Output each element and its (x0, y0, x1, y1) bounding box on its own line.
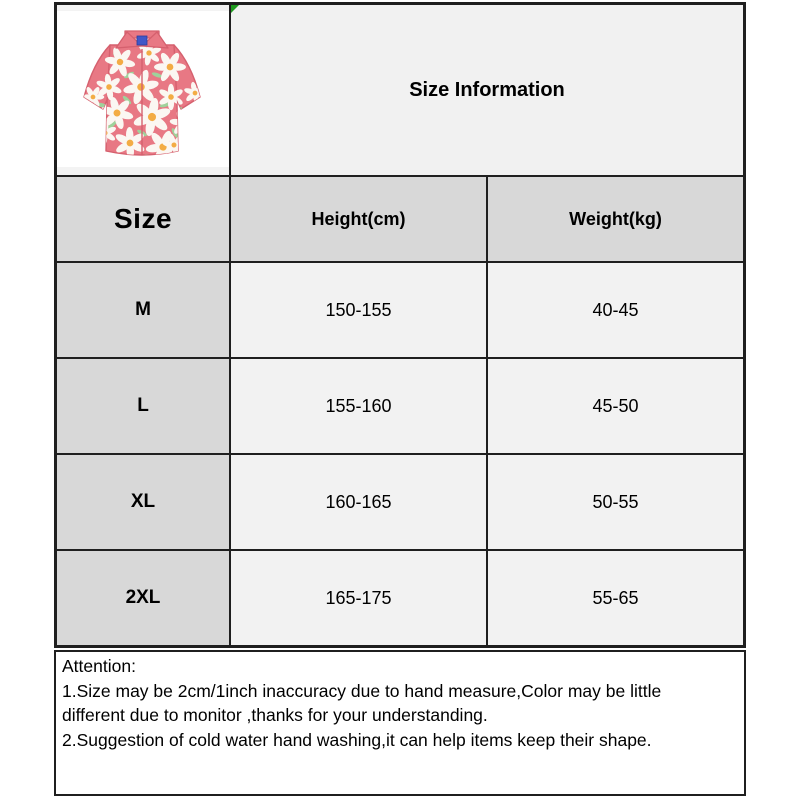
column-header-height: Height(cm) (231, 177, 486, 261)
row-m-height: 150-155 (231, 263, 486, 357)
row-xl-height: 160-165 (231, 455, 486, 549)
cell-corner-marker-icon (231, 5, 239, 13)
attention-note-box (54, 650, 746, 796)
attention-heading: Attention: (62, 656, 136, 676)
row-xl-size-label: XL (57, 455, 229, 549)
product-image (57, 5, 229, 175)
column-header-size: Size (57, 177, 229, 261)
row-l-size-label: L (57, 359, 229, 453)
row-2xl-weight: 55-65 (488, 551, 743, 645)
row-m-size-label: M (57, 263, 229, 357)
floral-shirt-illustration (57, 5, 229, 175)
row-l-weight: 45-50 (488, 359, 743, 453)
row-xl-weight: 50-55 (488, 455, 743, 549)
row-l-height: 155-160 (231, 359, 486, 453)
attention-line-3: 2.Suggestion of cold water hand washing,it can help items keep their shape. (62, 729, 652, 750)
attention-line-1: 1.Size may be 2cm/1inch inaccuracy due to hand measure,Color may be little (62, 680, 662, 701)
column-header-weight: Weight(kg) (488, 177, 743, 261)
row-2xl-height: 165-175 (231, 551, 486, 645)
size-table (54, 2, 746, 648)
attention-line-2: different due to monitor ,thanks for your understanding. (62, 705, 488, 725)
row-m-weight: 40-45 (488, 263, 743, 357)
table-title-cell (231, 5, 743, 175)
row-2xl-size-label: 2XL (57, 551, 229, 645)
page-title: Size Information (409, 78, 565, 101)
shirt-neck-label (137, 36, 147, 45)
